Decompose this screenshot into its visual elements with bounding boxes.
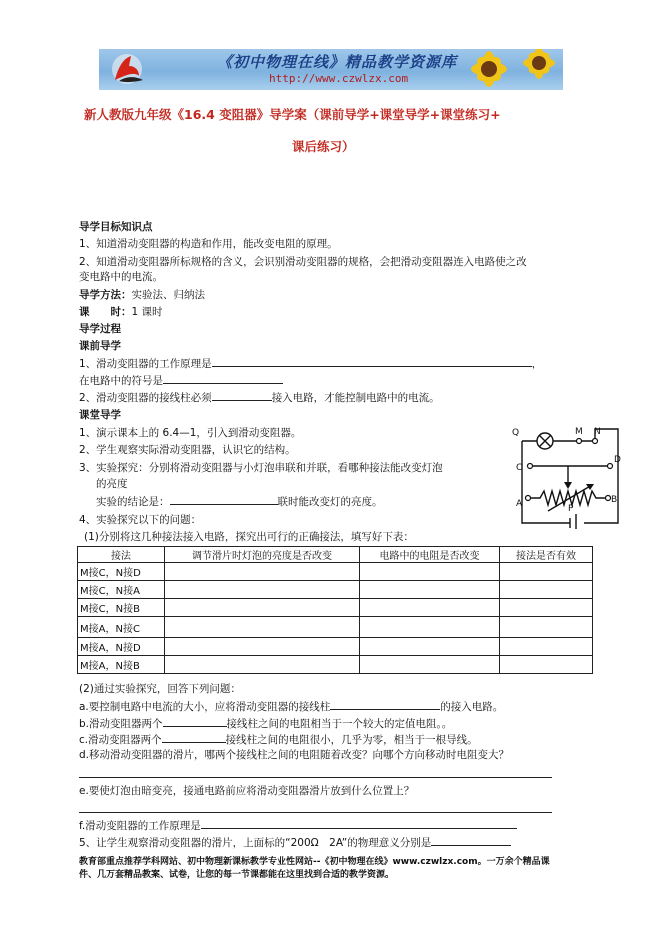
header-resistance: 电路中的电阻是否改变	[360, 547, 500, 563]
banner-url[interactable]: http://www.czwlzx.com	[269, 72, 409, 85]
conclusion-end: 联时能改变灯的亮度。	[277, 496, 383, 508]
pre-q1-line2	[79, 373, 283, 388]
pre-q1-symbol-blank[interactable]	[163, 373, 283, 384]
pre-q1-text: 1、滑动变阻器的工作原理是	[79, 358, 212, 370]
row-valid-cell[interactable]	[500, 656, 593, 674]
question-a-blank[interactable]	[330, 699, 440, 710]
process-heading: 导学过程	[79, 323, 121, 335]
method-row	[79, 288, 205, 302]
question-5-text: 5、让学生观察滑动变阻器的滑片，上面标的“200Ω 2A”的物理意义分别是	[79, 837, 432, 849]
label-q: Q	[512, 428, 520, 438]
hours-value: 1 课时	[131, 306, 163, 318]
pre-heading: 课前导学	[79, 340, 121, 352]
row-method: M接C，N接A	[78, 581, 165, 599]
row-valid-cell[interactable]	[500, 617, 593, 638]
row-brightness-cell[interactable]	[165, 563, 360, 581]
label-d: D	[614, 455, 621, 465]
label-c: C	[516, 463, 523, 473]
question-b	[79, 716, 452, 731]
method-value: 实验法、归纳法	[131, 289, 205, 301]
objectives-heading: 导学目标知识点	[79, 221, 153, 233]
row-valid-cell[interactable]	[500, 581, 593, 599]
question-f-text: f.滑动变阻器的工作原理是	[79, 820, 201, 832]
row-valid-cell[interactable]	[500, 563, 593, 581]
footer-line2: 件、几万套精品教案、试卷，让您的每一节课都能在这里找到合适的教学资源。	[79, 870, 395, 880]
row-brightness-cell[interactable]	[165, 638, 360, 656]
table-row	[78, 599, 593, 617]
class-q3-line1: 3、实验探究：分别将滑动变阻器与小灯泡串联和并联，看哪种接法能改变灯泡	[79, 462, 443, 474]
table-row	[78, 563, 593, 581]
question-d: d.移动滑动变阻器的滑片，哪两个接线柱之间的电阻随着改变？向哪个方向移动时电阻变大？	[79, 749, 510, 761]
header-method: 接法	[78, 547, 165, 563]
pre-q1-symbol-text: 在电路中的符号是	[79, 375, 163, 387]
conclusion-blank[interactable]	[170, 494, 278, 505]
label-a: A	[516, 499, 523, 509]
question-c-text: c.滑动变阻器两个	[79, 734, 162, 746]
class-q1: 1、演示课本上的 6.4—1，引入到滑动变阻器。	[79, 427, 302, 439]
site-logo-icon	[105, 52, 149, 86]
objective-2-line1: 2、知道滑动变阻器所标规格的含义，会识别滑动变阻器的规格，会把滑动变阻器连入电路使之改	[79, 256, 527, 268]
row-method: M接C，N接B	[78, 599, 165, 617]
table-header-row	[78, 547, 593, 563]
pre-q2-blank[interactable]	[212, 390, 272, 401]
class-q3-conclusion	[96, 494, 383, 509]
q2-heading: (2)通过实验探究，回答下列问题：	[79, 683, 241, 695]
row-resistance-cell[interactable]	[360, 656, 500, 674]
row-resistance-cell[interactable]	[360, 599, 500, 617]
pre-q2-text: 2、滑动变阻器的接线柱必须	[79, 392, 212, 404]
hours-row	[79, 305, 163, 319]
label-p: P	[568, 504, 574, 514]
question-a-end: 的接入电路。	[440, 701, 504, 713]
question-c	[79, 732, 478, 747]
table-row	[78, 638, 593, 656]
row-method: M接C，N接D	[78, 563, 165, 581]
header-banner	[99, 49, 563, 90]
answer-line-e[interactable]	[79, 812, 552, 813]
row-valid-cell[interactable]	[500, 599, 593, 617]
header-brightness: 调节滑片时灯泡的亮度是否改变	[165, 547, 360, 563]
document-title-line2: 课后练习）	[292, 139, 355, 154]
question-5-blank[interactable]	[431, 835, 511, 846]
table-row	[78, 581, 593, 599]
question-c-end: 接线柱之间的电阻很小，几乎为零，相当于一根导线。	[225, 734, 478, 746]
table-row	[78, 656, 593, 674]
answer-line-d[interactable]	[79, 777, 552, 778]
header-valid: 接法是否有效	[500, 547, 593, 563]
pre-q1-blank[interactable]	[212, 356, 532, 367]
objective-1: 1、知道滑动变阻器的构造和作用，能改变电阻的原理。	[79, 238, 338, 250]
footer-line1: 教育部重点推荐学科网站、初中物理新课标教学专业性网站--《初中物理在线》www.czwlzx.com。一万余个精品课	[79, 857, 550, 867]
row-brightness-cell[interactable]	[165, 599, 360, 617]
table-row	[78, 617, 593, 638]
question-a-text: a.要控制电路中电流的大小，应将滑动变阻器的接线柱	[79, 701, 331, 713]
label-b: B	[611, 495, 618, 505]
row-valid-cell[interactable]	[500, 638, 593, 656]
document-title-line1: 新人教版九年级《16.4 变阻器》导学案（课前导学+课堂导学+课堂练习+	[84, 107, 501, 122]
question-b-text: b.滑动变阻器两个	[79, 718, 163, 730]
class-q4: 4、实验探究以下的问题：	[79, 514, 202, 526]
pre-q1-line1	[79, 356, 542, 371]
objective-2-line2: 变电路中的电流。	[79, 271, 163, 283]
pre-q2-text-end: 接入电路，才能控制电路中的电流。	[271, 392, 440, 404]
row-resistance-cell[interactable]	[360, 581, 500, 599]
pre-q1-comma: ，	[531, 358, 543, 370]
question-f-blank[interactable]	[201, 818, 517, 829]
row-method: M接A，N接D	[78, 638, 165, 656]
pre-q2	[79, 390, 440, 405]
question-f	[79, 818, 517, 833]
question-a	[79, 699, 503, 714]
row-method: M接A，N接C	[78, 617, 165, 638]
row-resistance-cell[interactable]	[360, 617, 500, 638]
question-e: e.要使灯泡由暗变亮，接通电路前应将滑动变阻器滑片放到什么位置上？	[79, 785, 415, 797]
row-resistance-cell[interactable]	[360, 638, 500, 656]
question-b-end: 接线柱之间的电阻相当于一个较大的定值电阻。。	[226, 718, 453, 730]
sunflower-icon	[459, 49, 563, 90]
class-q2: 2、学生观察实际滑动变阻器，认识它的结构。	[79, 444, 296, 456]
row-brightness-cell[interactable]	[165, 581, 360, 599]
hours-label: 课 时：	[79, 306, 132, 318]
circuit-diagram	[510, 423, 628, 529]
row-resistance-cell[interactable]	[360, 563, 500, 581]
method-label: 导学方法：	[79, 289, 132, 301]
page-footer	[79, 856, 594, 882]
banner-title: 《初中物理在线》精品教学资源库	[217, 53, 458, 71]
question-c-blank[interactable]	[162, 732, 226, 743]
class-q4-1: (1)分别将这几种接法接入电路，探究出可行的正确接法，填写好下表：	[84, 531, 414, 543]
label-n: N	[594, 427, 601, 437]
row-brightness-cell[interactable]	[165, 617, 360, 638]
label-m: M	[575, 427, 583, 437]
question-b-blank[interactable]	[163, 716, 227, 727]
class-heading: 课堂导学	[79, 409, 121, 421]
class-q3-line2: 的亮度	[96, 478, 128, 490]
question-5	[79, 835, 511, 850]
row-method: M接A，N接B	[78, 656, 165, 674]
results-table	[77, 546, 593, 674]
conclusion-label: 实验的结论是：	[96, 496, 170, 508]
row-brightness-cell[interactable]	[165, 656, 360, 674]
